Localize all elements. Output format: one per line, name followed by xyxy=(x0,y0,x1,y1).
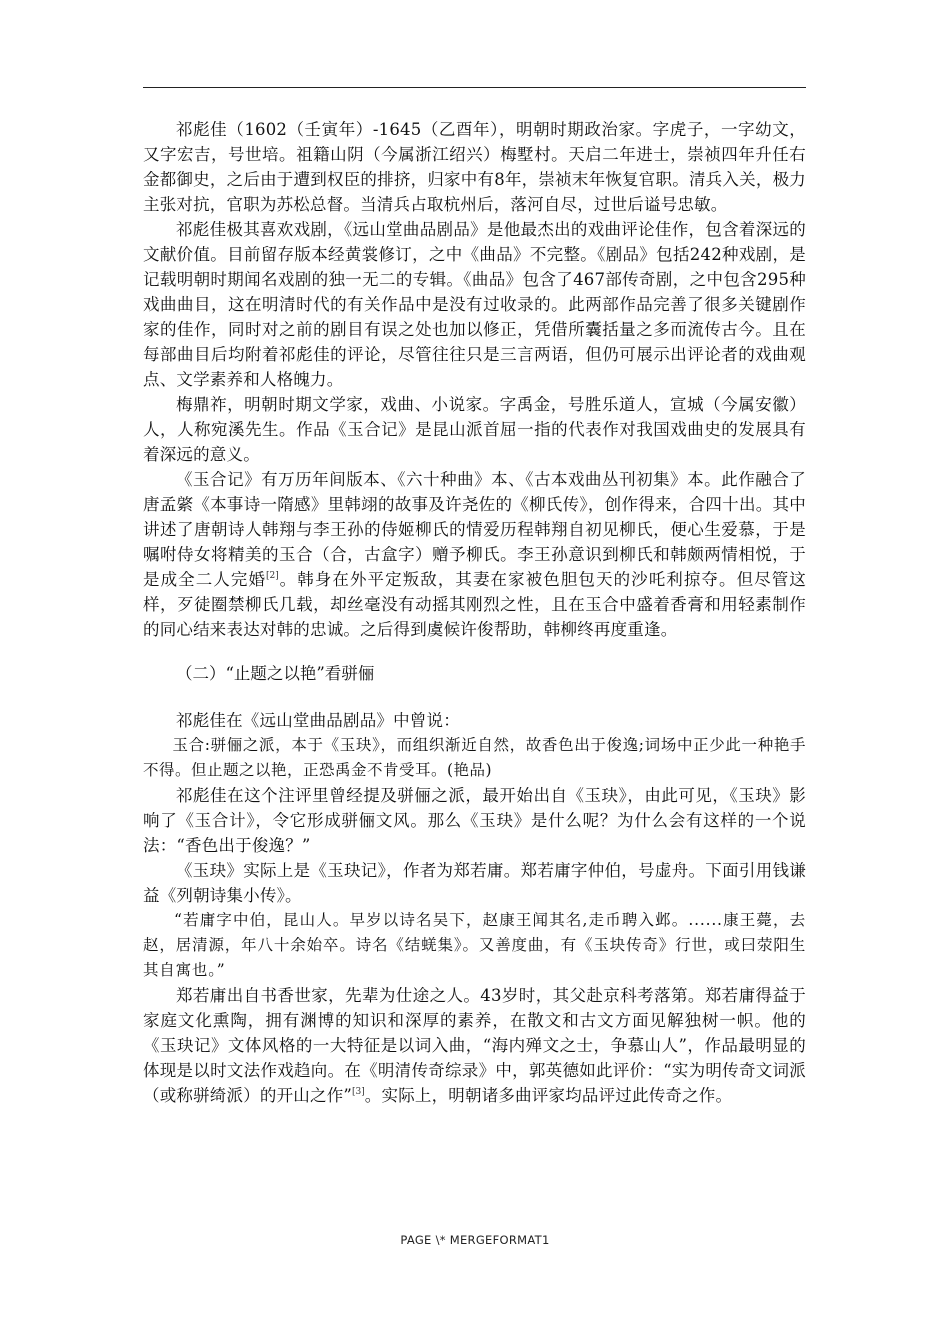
section-heading: （二）“止题之以艳”看骈俪 xyxy=(176,664,375,683)
paragraph-pianli-school: 祁彪佳在这个注评里曾经提及骈俪之派，最开始出自《玉玦》，由此可见，《玉玦》影响了《玉合计》，令它形成骈俪文风。那么《玉玦》是什么呢？为什么会有这样的一个说法：“香色出于俊逸？” xyxy=(143,786,806,855)
paragraph-mei-dingzuo-bio: 梅鼎祚，明朝时期文学家，戏曲、小说家。字禹金，号胜乐道人，宣城（今属安徽）人，人称宛溪先生。作品《玉合记》是昆山派首屈一指的代表作对我国戏曲史的发展具有着深远的意义。 xyxy=(143,395,806,464)
quote-liechao-shiji: “若庸字中伯，昆山人。早岁以诗名吴下，赵康王闻其名,走币聘入邺。......康王薨，去赵，居清源，年八十余始卒。诗名《结蜣集》。又善度曲，有《玉块传奇》行世，或曰荥阳生其自寓也。” xyxy=(143,911,806,979)
header-rule xyxy=(143,87,806,88)
page-footer-field: PAGE \* MERGEFORMAT1 xyxy=(400,1233,550,1247)
quote-yuhe-review: 玉合:骈俪之派，本于《玉玦》，而组织渐近自然，故香色出于俊逸;词场中正少此一种艳手不得。但止题之以艳，正恐禹金不肯受耳。(艳品) xyxy=(143,736,806,779)
citation-ref-2: [2] xyxy=(266,571,279,581)
document-body xyxy=(143,117,806,1108)
paragraph-zheng-ruoyong-text-b: 。实际上，明朝诸多曲评家均品评过此传奇之作。 xyxy=(364,1086,733,1105)
paragraph-yujue-ji: 《玉玦》实际上是《玉玦记》，作者为郑若庸。郑若庸字仲伯，号虚舟。下面引用钱谦益《列朝诗集小传》。 xyxy=(143,861,806,905)
paragraph-zheng-ruoyong xyxy=(143,983,806,1108)
citation-ref-3: [3] xyxy=(352,1087,365,1097)
paragraph-quote-intro: 祁彪佳在《远山堂曲品剧品》中曾说： xyxy=(176,711,460,730)
paragraph-zheng-ruoyong-text-a: 郑若庸出自书香世家，先辈为仕途之人。43岁时，其父赴京科考落第。郑若庸得益于家庭文化熏陶，拥有渊博的知识和深厚的素养，在散文和古文方面见解独树一帜。他的《玉玦记》文体风格的一大特征是以词入曲，“海内殚文之士，争慕山人”，作品最明显的体现是以时文法作戏趋向。在《明清传奇综录》中，郭英德如此评价：“实为明传奇文词派（或称骈绮派）的开山之作” xyxy=(143,986,806,1105)
paragraph-yuhe-ji xyxy=(143,467,806,642)
paragraph-qi-biaojia-bio: 祁彪佳（1602（壬寅年）-1645（乙酉年），明朝时期政治家。字虎子，一字幼文，又字宏吉，号世培。祖籍山阴（今属浙江绍兴）梅墅村。天启二年进士，崇祯四年升任右金都御史，之后由于遭到权臣的排挤，归家中有8年，崇祯末年恢复官职。清兵入关，极力主张对抗，官职为苏松总督。当清兵占取杭州后，落河自尽，过世后谥号忠敏。 xyxy=(143,120,806,214)
paragraph-qupin-jupin: 祁彪佳极其喜欢戏剧，《远山堂曲品剧品》是他最杰出的戏曲评论佳作，包含着深远的文献价值。目前留存版本经黄裳修订，之中《曲品》不完整。《剧品》包括242种戏剧，是记载明朝时期闻名戏剧的独一无二的专辑。《曲品》包含了467部传奇剧，之中包含295种戏曲曲目，这在明清时代的有关作品中是没有过收录的。此两部作品完善了很多关键剧作家的佳作，同时对之前的剧目有误之处也加以修正，凭借所囊括量之多而流传古今。且在每部曲目后均附着祁彪佳的评论，尽管往往只是三言两语，但仍可展示出评论者的戏曲观点、文学素养和人格魄力。 xyxy=(143,220,806,389)
paragraph-yuhe-ji-text-b: 。韩身在外平定叛敌，其妻在家被色胆包天的沙吒利掠夺。但尽管这样，歹徒圈禁柳氏几载，却丝毫没有动摇其刚烈之性，且在玉合中盛着香膏和用轻素制作的同心结来表达对韩的忠诚。之后得到虞候许俊帮助，韩柳终再度重逢。 xyxy=(143,570,807,639)
paragraph-yuhe-ji-text-a: 《玉合记》有万历年间版本、《六十种曲》本、《古本戏曲丛刊初集》本。此作融合了唐孟綮《本事诗一隋感》里韩翊的故事及许尧佐的《柳氏传》，创作得来，合四十出。其中讲述了唐朝诗人韩翔与李王孙的侍姬柳氏的情爱历程韩翔自初见柳氏，便心生爱慕，于是嘱咐侍女将精美的玉合（合，古盒字）赠予柳氏。李王孙意识到柳氏和韩颇两情相悦，于是成全二人完婚 xyxy=(143,470,806,589)
